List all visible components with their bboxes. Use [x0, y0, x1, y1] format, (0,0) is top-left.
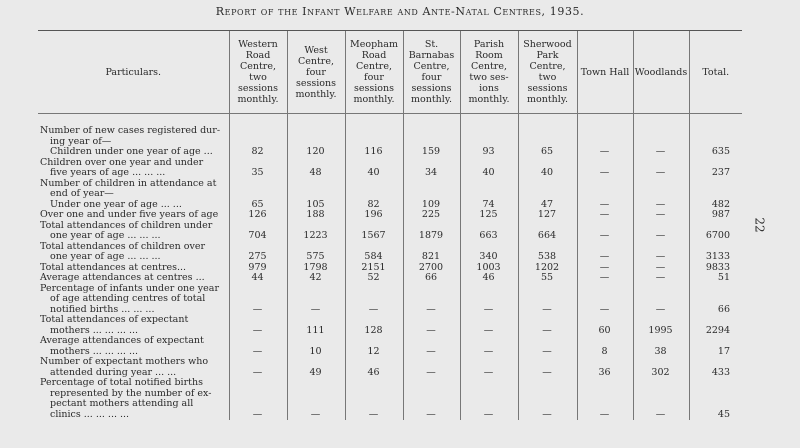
- particulars-line: end of year—: [50, 188, 114, 199]
- value-cell: 979: [229, 263, 287, 274]
- value-cell: 82: [345, 179, 403, 211]
- particulars-line: Over one and under five years of age: [40, 209, 219, 220]
- particulars-line: Average attendances at centres ...: [40, 272, 205, 283]
- particulars-line: Total attendances of children under: [40, 219, 213, 231]
- value-cell: —: [345, 284, 403, 316]
- value-cell: —: [577, 221, 633, 242]
- value-cell: 1567: [345, 221, 403, 242]
- value-cell: 2294: [689, 315, 742, 336]
- particulars-line: mothers ... ... ... ...: [50, 324, 139, 336]
- value-cell: 66: [689, 284, 742, 316]
- value-cell: 663: [460, 221, 518, 242]
- value-cell: 40: [345, 158, 403, 179]
- table-row: [38, 221, 742, 242]
- value-cell: —: [345, 378, 403, 420]
- header-row: [38, 31, 742, 114]
- value-cell: —: [460, 378, 518, 420]
- column-header: Sherwood Park Centre, two sessions monthly.: [518, 31, 577, 114]
- value-cell: 120: [287, 126, 345, 158]
- particulars-line: Children over one year and under: [40, 156, 204, 168]
- value-cell: —: [518, 378, 577, 420]
- value-cell: —: [633, 242, 689, 263]
- value-cell: 65: [518, 126, 577, 158]
- column-header: Particulars.: [38, 31, 229, 114]
- value-cell: 575: [287, 242, 345, 263]
- value-cell: 55: [518, 273, 577, 284]
- value-cell: 1003: [460, 263, 518, 274]
- particulars-line: Children under one year of age ...: [50, 146, 213, 157]
- column-header: Western Road Centre, two sessions monthly.: [229, 31, 287, 114]
- value-cell: 2151: [345, 263, 403, 274]
- value-cell: —: [633, 126, 689, 158]
- value-cell: —: [577, 273, 633, 284]
- value-cell: 3133: [689, 242, 742, 263]
- particulars-cell: [38, 126, 229, 158]
- value-cell: 51: [689, 273, 742, 284]
- value-cell: —: [518, 357, 577, 378]
- particulars-line: Number of expectant mothers who: [40, 356, 209, 367]
- report-table: [38, 30, 742, 420]
- table-row: [38, 179, 742, 211]
- value-cell: —: [577, 126, 633, 158]
- value-cell: 111: [287, 315, 345, 336]
- value-cell: 17: [689, 336, 742, 357]
- particulars-cell: [38, 273, 229, 284]
- particulars-line: pectant mothers attending all: [50, 398, 194, 409]
- value-cell: 105: [287, 179, 345, 211]
- value-cell: 1202: [518, 263, 577, 274]
- value-cell: 225: [403, 210, 460, 221]
- value-cell: 35: [229, 158, 287, 179]
- value-cell: 2700: [403, 263, 460, 274]
- particulars-line: ing year of—: [50, 135, 112, 147]
- value-cell: —: [229, 378, 287, 420]
- value-cell: 1223: [287, 221, 345, 242]
- value-cell: —: [287, 284, 345, 316]
- table-row: [38, 126, 742, 158]
- value-cell: 275: [229, 242, 287, 263]
- value-cell: 74: [460, 179, 518, 211]
- value-cell: —: [403, 284, 460, 316]
- value-cell: 66: [403, 273, 460, 284]
- value-cell: —: [403, 336, 460, 357]
- value-cell: —: [577, 210, 633, 221]
- value-cell: 188: [287, 210, 345, 221]
- particulars-cell: [38, 221, 229, 242]
- particulars-line: clinics ... ... ... ...: [50, 408, 130, 420]
- particulars-line: Total attendances at centres...: [40, 261, 187, 273]
- column-header: Parish Room Centre, two ses-ions monthly.: [460, 31, 518, 114]
- value-cell: —: [633, 210, 689, 221]
- value-cell: —: [460, 315, 518, 336]
- value-cell: —: [577, 284, 633, 316]
- value-cell: 40: [460, 158, 518, 179]
- particulars-line: one year of age ... ... ...: [50, 251, 161, 262]
- value-cell: 433: [689, 357, 742, 378]
- value-cell: —: [229, 315, 287, 336]
- column-header: St. Barnabas Centre, four sessions monthly.: [403, 31, 460, 114]
- value-cell: 159: [403, 126, 460, 158]
- particulars-line: Under one year of age ... ...: [50, 198, 182, 210]
- table-row: [38, 158, 742, 179]
- value-cell: 1995: [633, 315, 689, 336]
- value-cell: 664: [518, 221, 577, 242]
- particulars-cell: [38, 179, 229, 211]
- value-cell: —: [460, 336, 518, 357]
- value-cell: 93: [460, 126, 518, 158]
- value-cell: 482: [689, 179, 742, 211]
- value-cell: 584: [345, 242, 403, 263]
- value-cell: 45: [689, 378, 742, 420]
- value-cell: 49: [287, 357, 345, 378]
- value-cell: —: [460, 357, 518, 378]
- value-cell: —: [229, 284, 287, 316]
- value-cell: 1798: [287, 263, 345, 274]
- value-cell: 635: [689, 126, 742, 158]
- value-cell: 6700: [689, 221, 742, 242]
- value-cell: 237: [689, 158, 742, 179]
- value-cell: —: [577, 179, 633, 211]
- particulars-line: Number of new cases registered dur-: [40, 125, 221, 136]
- value-cell: —: [403, 315, 460, 336]
- value-cell: —: [633, 273, 689, 284]
- particulars-line: notified births ... ... ...: [50, 303, 155, 315]
- column-header: Woodlands: [633, 31, 689, 114]
- value-cell: —: [287, 378, 345, 420]
- value-cell: —: [577, 242, 633, 263]
- value-cell: —: [460, 284, 518, 316]
- particulars-line: five years of age ... ... ...: [50, 167, 166, 178]
- report-title: Report of the Infant Welfare and Ante-Natal Centres, 1935.: [215, 5, 585, 18]
- particulars-cell: [38, 158, 229, 179]
- value-cell: —: [403, 378, 460, 420]
- value-cell: 65: [229, 179, 287, 211]
- table-row: [38, 378, 742, 420]
- value-cell: 126: [229, 210, 287, 221]
- particulars-cell: [38, 242, 229, 263]
- table-row: [38, 210, 742, 221]
- particulars-line: Percentage of infants under one year: [40, 282, 219, 294]
- particulars-line: Total attendances of expectant: [40, 314, 189, 325]
- column-header: West Centre, four sessions monthly.: [287, 31, 345, 114]
- value-cell: —: [633, 158, 689, 179]
- value-cell: 82: [229, 126, 287, 158]
- table-row: [38, 284, 742, 316]
- value-cell: —: [229, 357, 287, 378]
- table-row: [38, 273, 742, 284]
- value-cell: 127: [518, 210, 577, 221]
- value-cell: 987: [689, 210, 742, 221]
- value-cell: 46: [460, 273, 518, 284]
- value-cell: —: [633, 284, 689, 316]
- value-cell: 10: [287, 336, 345, 357]
- value-cell: —: [577, 378, 633, 420]
- value-cell: —: [633, 221, 689, 242]
- value-cell: —: [403, 357, 460, 378]
- value-cell: 46: [345, 357, 403, 378]
- particulars-cell: [38, 315, 229, 336]
- value-cell: 196: [345, 210, 403, 221]
- particulars-line: represented by the number of ex-: [50, 387, 212, 399]
- value-cell: 9833: [689, 263, 742, 274]
- value-cell: 116: [345, 126, 403, 158]
- table-row: [38, 315, 742, 336]
- value-cell: —: [633, 378, 689, 420]
- column-header: Meopham Road Centre, four sessions monthly.: [345, 31, 403, 114]
- value-cell: 128: [345, 315, 403, 336]
- value-cell: 44: [229, 273, 287, 284]
- value-cell: —: [518, 284, 577, 316]
- value-cell: 36: [577, 357, 633, 378]
- value-cell: —: [518, 315, 577, 336]
- value-cell: 821: [403, 242, 460, 263]
- particulars-line: one year of age ... ... ...: [50, 230, 161, 241]
- particulars-cell: [38, 284, 229, 316]
- value-cell: 538: [518, 242, 577, 263]
- value-cell: 40: [518, 158, 577, 179]
- particulars-line: Total attendances of children over: [40, 240, 206, 252]
- value-cell: 302: [633, 357, 689, 378]
- value-cell: —: [577, 263, 633, 274]
- value-cell: 704: [229, 221, 287, 242]
- particulars-cell: [38, 378, 229, 420]
- value-cell: 48: [287, 158, 345, 179]
- particulars-line: attended during year ... ...: [50, 366, 177, 378]
- table-row: [38, 357, 742, 378]
- particulars-cell: [38, 357, 229, 378]
- value-cell: 47: [518, 179, 577, 211]
- table-row: [38, 336, 742, 357]
- value-cell: 340: [460, 242, 518, 263]
- particulars-line: of age attending centres of total: [50, 293, 206, 304]
- value-cell: —: [518, 336, 577, 357]
- value-cell: 60: [577, 315, 633, 336]
- value-cell: 1879: [403, 221, 460, 242]
- particulars-cell: [38, 336, 229, 357]
- value-cell: 34: [403, 158, 460, 179]
- value-cell: 38: [633, 336, 689, 357]
- value-cell: —: [633, 263, 689, 274]
- value-cell: —: [577, 158, 633, 179]
- particulars-line: Percentage of total notified births: [40, 377, 203, 388]
- value-cell: 109: [403, 179, 460, 211]
- particulars-line: Average attendances of expectant: [40, 335, 204, 346]
- table-row: [38, 242, 742, 263]
- column-header: Town Hall: [577, 31, 633, 114]
- particulars-cell: [38, 210, 229, 221]
- value-cell: —: [229, 336, 287, 357]
- value-cell: 42: [287, 273, 345, 284]
- particulars-line: Number of children in attendance at: [40, 177, 217, 189]
- value-cell: 8: [577, 336, 633, 357]
- page-number: 22: [752, 217, 767, 233]
- value-cell: —: [633, 179, 689, 211]
- particulars-line: mothers ... ... ... ...: [50, 345, 139, 357]
- column-header: Total.: [689, 31, 742, 114]
- value-cell: 52: [345, 273, 403, 284]
- value-cell: 12: [345, 336, 403, 357]
- value-cell: 125: [460, 210, 518, 221]
